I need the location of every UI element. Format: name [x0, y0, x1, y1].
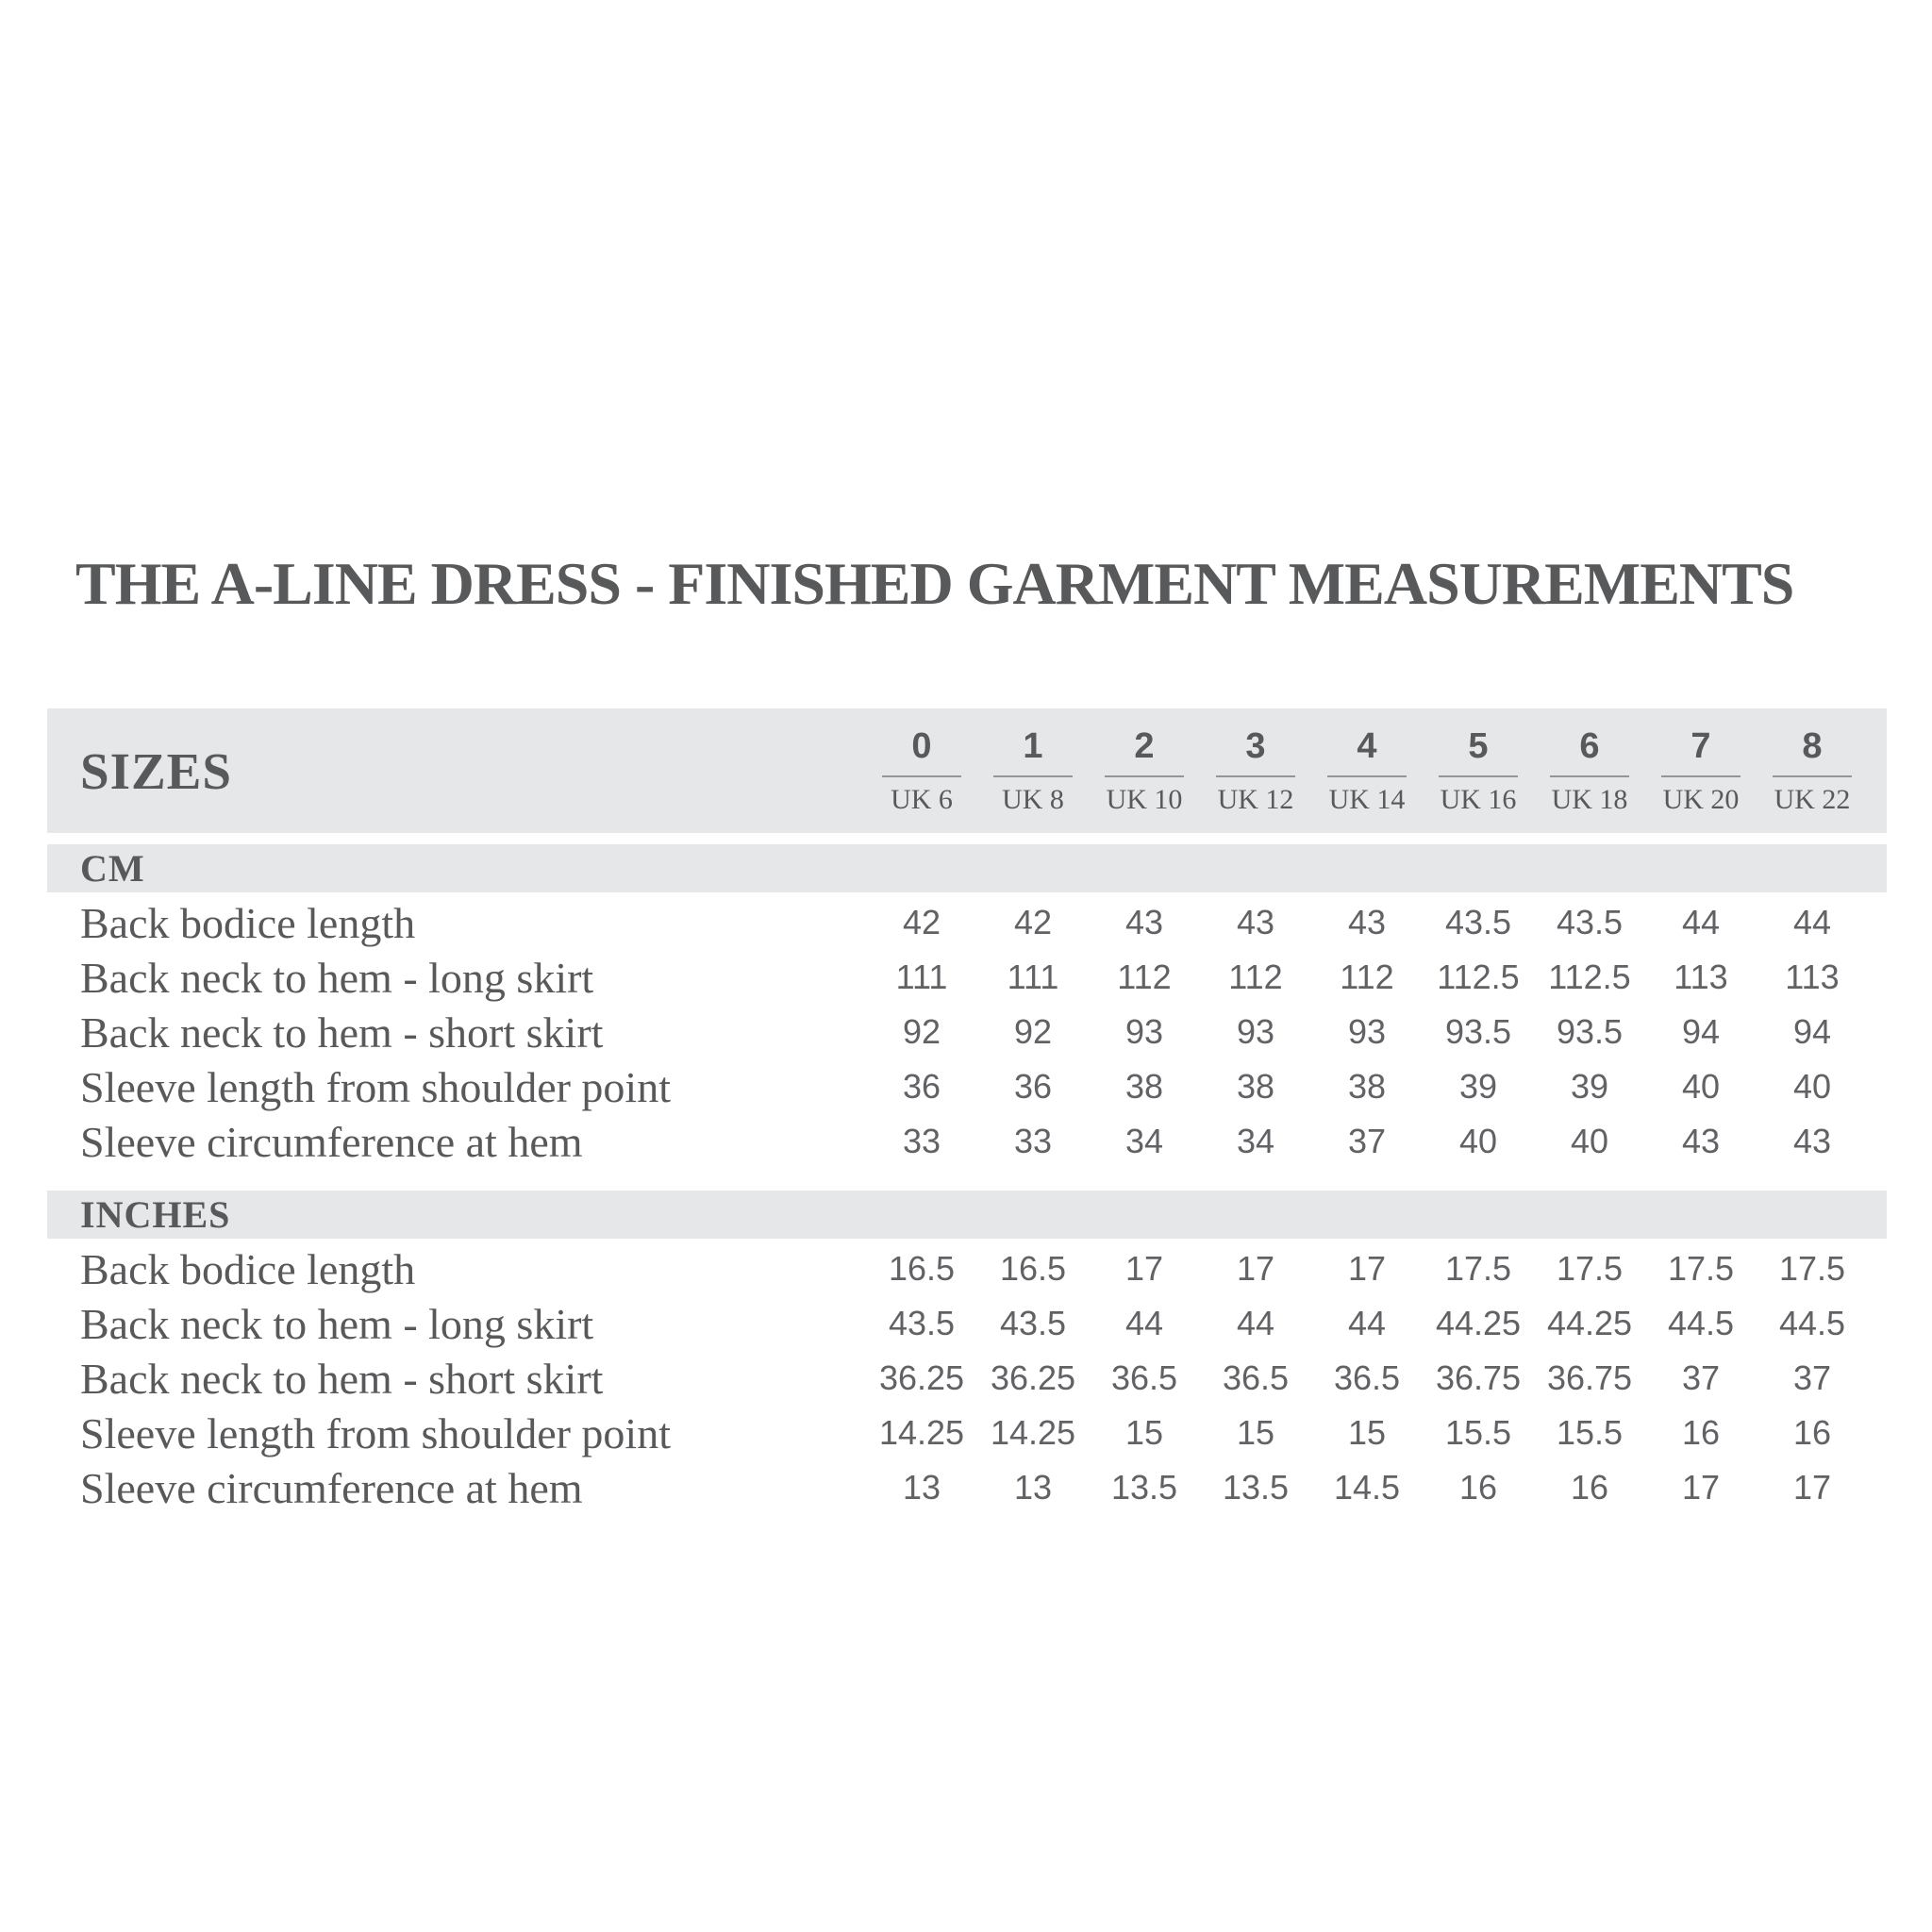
row-label: Back neck to hem - long skirt	[80, 953, 594, 1002]
value-cell: 15.5	[1556, 1413, 1624, 1452]
value-cell: 44.25	[1546, 1304, 1633, 1342]
value-cell: 13.5	[1110, 1468, 1178, 1507]
value-cell: 37	[1681, 1358, 1721, 1397]
value-cell: 43	[1681, 1122, 1721, 1160]
value-cell: 43	[1792, 1122, 1832, 1160]
row-label: Back bodice length	[80, 1244, 416, 1293]
value-cell: 93	[1236, 1012, 1275, 1051]
section-band-inches	[47, 1191, 1887, 1239]
value-cell: 36.25	[878, 1358, 965, 1397]
measurement-row	[47, 1114, 1887, 1169]
size-number: 2	[1134, 725, 1155, 766]
size-divider	[1773, 775, 1852, 777]
size-number: 3	[1245, 725, 1266, 766]
value-cell: 38	[1347, 1067, 1387, 1106]
value-cell: 34	[1124, 1122, 1164, 1160]
value-cell: 43	[1347, 903, 1387, 941]
value-cell: 17.5	[1667, 1249, 1735, 1288]
value-cell: 111	[1007, 958, 1059, 996]
size-column	[977, 725, 1089, 815]
value-cell: 44	[1681, 903, 1721, 941]
uk-size-label: UK 8	[1002, 783, 1064, 815]
size-number: 5	[1468, 725, 1489, 766]
uk-size-label: UK 20	[1662, 783, 1740, 815]
value-cell: 112	[1117, 958, 1172, 996]
size-column	[1423, 725, 1534, 815]
size-number: 8	[1802, 725, 1823, 766]
measurement-row	[47, 1241, 1887, 1296]
measurement-rows	[47, 895, 1887, 1169]
measurement-rows	[47, 1241, 1887, 1515]
value-cell: 17	[1124, 1249, 1164, 1288]
value-cell: 15	[1347, 1413, 1387, 1452]
uk-size-label: UK 18	[1551, 783, 1628, 815]
value-cell: 36.75	[1546, 1358, 1633, 1397]
page-title: THE A-LINE DRESS - FINISHED GARMENT MEASUREMENTS	[75, 550, 1794, 617]
size-number: 7	[1690, 725, 1711, 766]
value-cell: 43.5	[999, 1304, 1067, 1342]
value-cell: 43.5	[1556, 903, 1624, 941]
row-label: Back bodice length	[80, 898, 416, 947]
value-cell: 13	[1013, 1468, 1053, 1507]
size-divider	[1661, 775, 1740, 777]
value-cell: 37	[1792, 1358, 1832, 1397]
uk-size-label: UK 12	[1217, 783, 1294, 815]
size-column	[1757, 725, 1868, 815]
value-cell: 16	[1458, 1468, 1498, 1507]
size-number: 0	[911, 725, 932, 766]
value-cell: 44.25	[1435, 1304, 1522, 1342]
value-cell: 113	[1785, 958, 1840, 996]
table-sections	[47, 844, 1887, 1515]
row-label: Sleeve length from shoulder point	[80, 1062, 671, 1111]
value-cell: 112	[1340, 958, 1394, 996]
value-cell: 94	[1681, 1012, 1721, 1051]
value-cell: 43.5	[1444, 903, 1512, 941]
uk-size-label: UK 10	[1106, 783, 1183, 815]
measurement-row	[47, 1059, 1887, 1114]
measurement-row	[47, 1460, 1887, 1515]
uk-size-label: UK 14	[1328, 783, 1406, 815]
uk-size-label: UK 16	[1440, 783, 1517, 815]
value-cell: 17	[1347, 1249, 1387, 1288]
value-cell: 33	[902, 1122, 941, 1160]
row-label: Sleeve circumference at hem	[80, 1463, 583, 1512]
value-cell: 13.5	[1222, 1468, 1290, 1507]
value-cell: 36.5	[1110, 1358, 1178, 1397]
measurement-row	[47, 895, 1887, 950]
value-cell: 44.5	[1667, 1304, 1735, 1342]
value-cell: 44.5	[1778, 1304, 1846, 1342]
size-divider	[1216, 775, 1295, 777]
value-cell: 111	[895, 958, 948, 996]
value-cell: 44	[1347, 1304, 1387, 1342]
value-cell: 113	[1674, 958, 1728, 996]
value-cell: 16	[1570, 1468, 1609, 1507]
size-number: 4	[1357, 725, 1377, 766]
value-cell: 92	[1013, 1012, 1053, 1051]
value-cell: 14.25	[990, 1413, 1076, 1452]
size-divider	[1327, 775, 1407, 777]
value-cell: 94	[1792, 1012, 1832, 1051]
uk-size-label: UK 6	[891, 783, 953, 815]
row-label: Back neck to hem - short skirt	[80, 1008, 604, 1057]
size-divider	[1105, 775, 1184, 777]
size-divider	[1550, 775, 1629, 777]
value-cell: 36.75	[1435, 1358, 1522, 1397]
value-cell: 16.5	[888, 1249, 956, 1288]
value-cell: 13	[902, 1468, 941, 1507]
measurement-row	[47, 1406, 1887, 1460]
sizes-table	[47, 708, 1887, 1515]
value-cell: 42	[902, 903, 941, 941]
value-cell: 112.5	[1548, 958, 1631, 996]
size-column	[1534, 725, 1645, 815]
size-divider	[1439, 775, 1518, 777]
value-cell: 15.5	[1444, 1413, 1512, 1452]
value-cell: 40	[1458, 1122, 1498, 1160]
value-cell: 14.5	[1333, 1468, 1401, 1507]
measurement-row	[47, 1351, 1887, 1406]
value-cell: 17.5	[1778, 1249, 1846, 1288]
value-cell: 17.5	[1556, 1249, 1624, 1288]
size-divider	[882, 775, 961, 777]
value-cell: 39	[1458, 1067, 1498, 1106]
value-cell: 92	[902, 1012, 941, 1051]
value-cell: 36	[1013, 1067, 1053, 1106]
row-label: Sleeve circumference at hem	[80, 1117, 583, 1166]
value-cell: 14.25	[878, 1413, 965, 1452]
value-cell: 16	[1792, 1413, 1832, 1452]
value-cell: 43	[1236, 903, 1275, 941]
section-label: CM	[80, 847, 145, 890]
value-cell: 17	[1236, 1249, 1275, 1288]
row-label: Sleeve length from shoulder point	[80, 1408, 671, 1457]
value-cell: 40	[1681, 1067, 1721, 1106]
measurement-row	[47, 1005, 1887, 1059]
value-cell: 36.5	[1222, 1358, 1290, 1397]
size-column	[866, 725, 977, 815]
section-label: INCHES	[80, 1193, 231, 1236]
value-cell: 37	[1347, 1122, 1387, 1160]
section-band-cm	[47, 844, 1887, 892]
value-cell: 17	[1681, 1468, 1721, 1507]
value-cell: 15	[1124, 1413, 1164, 1452]
value-cell: 38	[1236, 1067, 1275, 1106]
measurement-row	[47, 1296, 1887, 1351]
value-cell: 40	[1792, 1067, 1832, 1106]
value-cell: 93	[1347, 1012, 1387, 1051]
value-cell: 93	[1124, 1012, 1164, 1051]
value-cell: 93.5	[1444, 1012, 1512, 1051]
value-cell: 36	[902, 1067, 941, 1106]
value-cell: 38	[1124, 1067, 1164, 1106]
value-cell: 44	[1236, 1304, 1275, 1342]
uk-size-label: UK 22	[1774, 783, 1851, 815]
value-cell: 42	[1013, 903, 1053, 941]
value-cell: 93.5	[1556, 1012, 1624, 1051]
size-number: 1	[1023, 725, 1043, 766]
value-cell: 33	[1013, 1122, 1053, 1160]
value-cell: 43	[1124, 903, 1164, 941]
value-cell: 39	[1570, 1067, 1609, 1106]
value-cell: 40	[1570, 1122, 1609, 1160]
value-cell: 36.25	[990, 1358, 1076, 1397]
value-cell: 17.5	[1444, 1249, 1512, 1288]
row-label: Back neck to hem - short skirt	[80, 1354, 604, 1403]
value-cell: 36.5	[1333, 1358, 1401, 1397]
value-cell: 34	[1236, 1122, 1275, 1160]
size-column	[1645, 725, 1757, 815]
value-cell: 112.5	[1437, 958, 1520, 996]
value-cell: 43.5	[888, 1304, 956, 1342]
value-cell: 15	[1236, 1413, 1275, 1452]
value-cell: 16	[1681, 1413, 1721, 1452]
table-header-band	[47, 708, 1887, 833]
measurement-row	[47, 950, 1887, 1005]
size-column	[1089, 725, 1200, 815]
value-cell: 16.5	[999, 1249, 1067, 1288]
value-cell: 112	[1228, 958, 1283, 996]
row-label: Back neck to hem - long skirt	[80, 1299, 594, 1348]
size-divider	[993, 775, 1073, 777]
value-cell: 17	[1792, 1468, 1832, 1507]
sizes-label: SIZES	[80, 741, 232, 800]
value-cell: 44	[1792, 903, 1832, 941]
size-column	[1200, 725, 1311, 815]
size-column	[1311, 725, 1423, 815]
value-cell: 44	[1124, 1304, 1164, 1342]
size-number: 6	[1579, 725, 1600, 766]
